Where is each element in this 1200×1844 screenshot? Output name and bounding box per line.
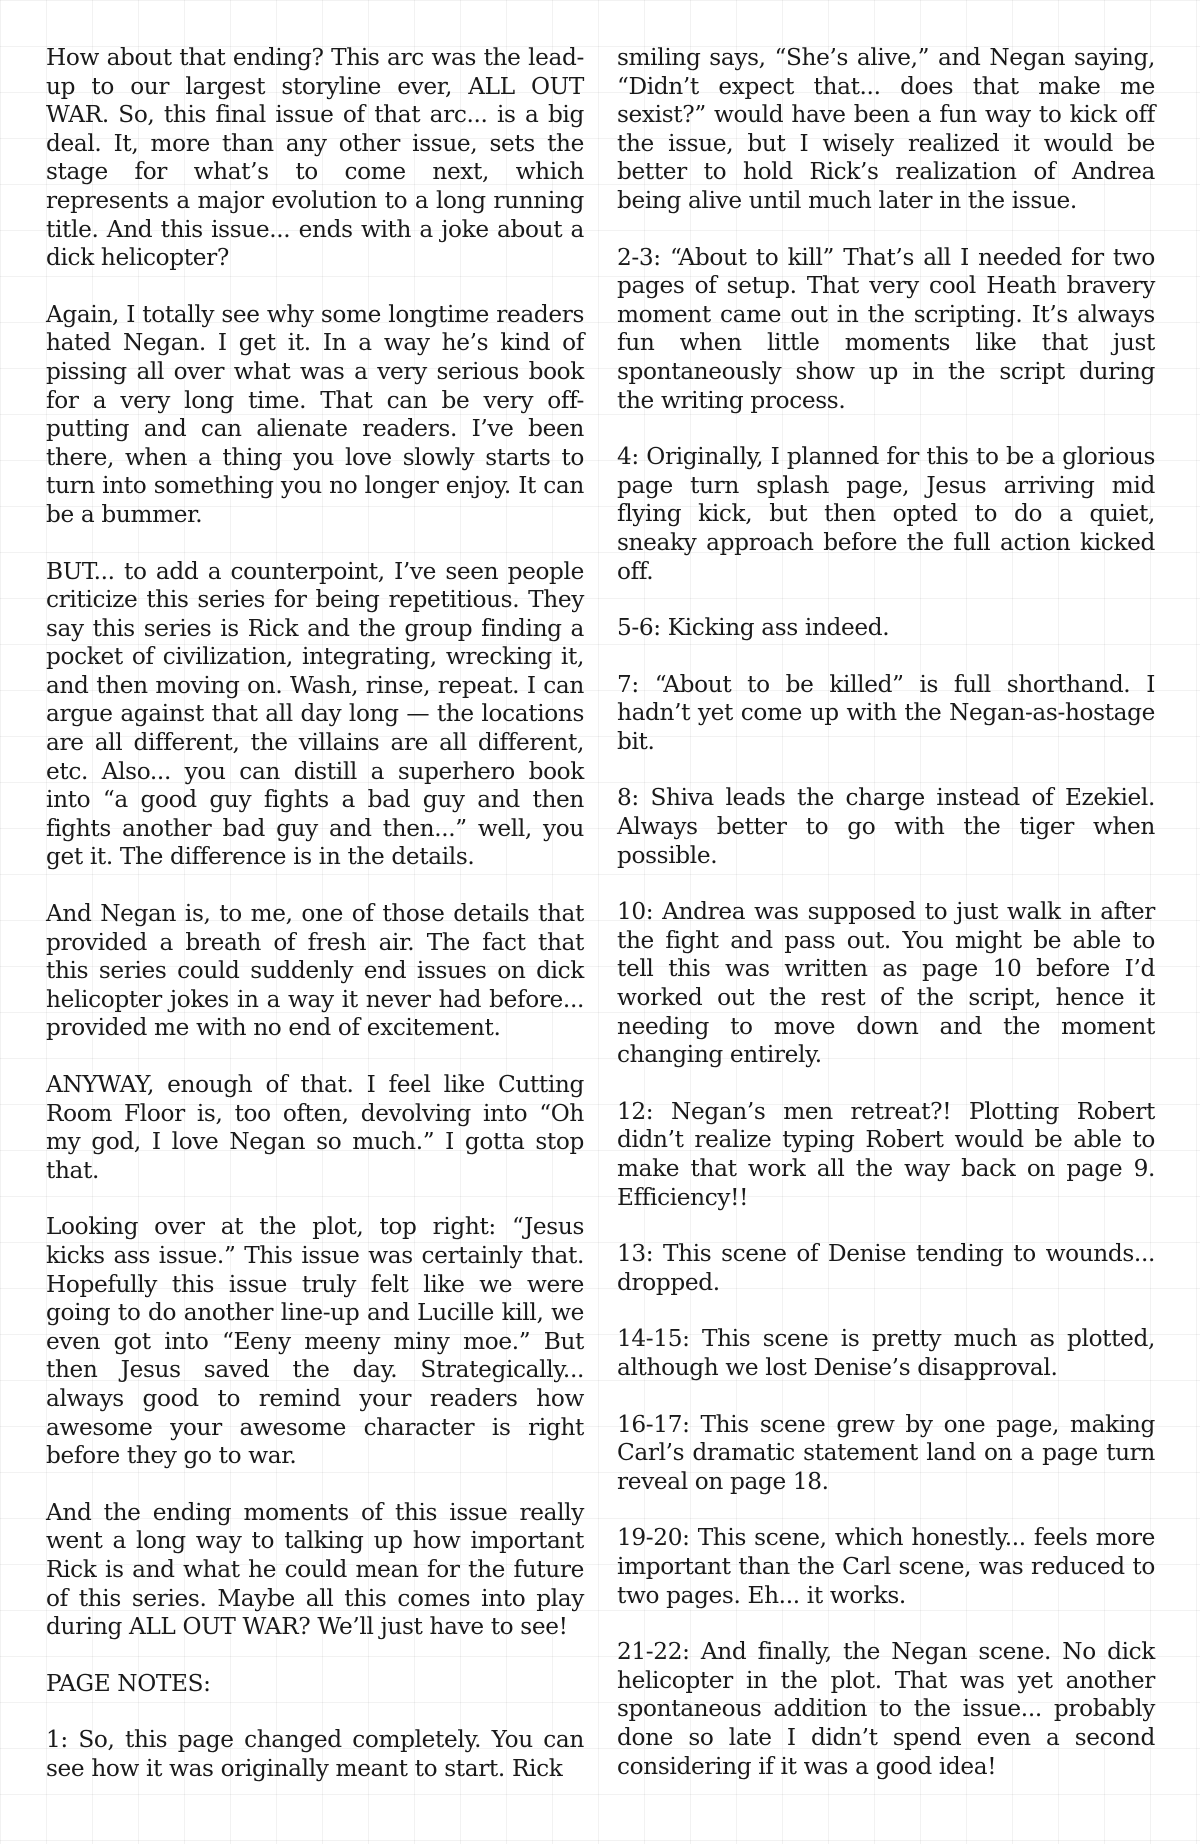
page-note: 19-20: This scene, which honestly... feels more important than the Carl scene, was reduced to two pages. Eh... it works. [617, 1524, 1155, 1609]
left-column [46, 44, 584, 1811]
page-note: 1: So, this page changed completely. You can see how it was originally meant to start. Rick [46, 1726, 584, 1782]
page-note: 5-6: Kicking ass indeed. [617, 614, 890, 642]
page-notes-heading: PAGE NOTES: [46, 1669, 211, 1697]
page-note: 12: Negan’s men retreat?! Plotting Robert didn’t realize typing Robert would be able to make that work all the way back on page 9. Efficiency!! [617, 1097, 1155, 1211]
body-paragraph: And the ending moments of this issue really went a long way to talking up how important Rick is and what he could mean for the future of this series. Maybe all this comes into play during ALL OUT WAR? We’ll just have to see! [46, 1498, 584, 1641]
page-note: 10: Andrea was supposed to just walk in after the fight and pass out. You might be able to tell this was written as page 10 before I’d worked out the rest of the script, hence it needing to move down and the moment changing entirely. [617, 898, 1155, 1069]
body-paragraph: Again, I totally see why some longtime readers hated Negan. I get it. In a way he’s kind of pissing all over what was a very serious book for a very long time. That can be very off-putting and can alienate readers. I’ve been there, when a thing you love slowly starts to turn into something you no longer enjoy. It can be a bummer. [46, 300, 584, 528]
page-note: 7: “About to be killed” is full shorthand. I hadn’t yet come up with the Negan-as-hostage bit. [617, 670, 1155, 755]
body-paragraph: smiling says, “She’s alive,” and Negan saying, “Didn’t expect that... does that make me sexist?” would have been a fun way to kick off the issue, but I wisely realized it would be better to hold Rick’s realization of Andrea being alive until much later in the issue. [617, 44, 1155, 214]
page-note: 2-3: “About to kill” That’s all I needed for two pages of setup. That very cool Heath bravery moment came out in the scripting. It’s always fun when little moments like that just spontaneously show up in the script during the writing process. [617, 243, 1155, 414]
page-note: 21-22: And finally, the Negan scene. No dick helicopter in the plot. That was yet another spontaneous addition to the issue... probably done so late I didn’t spend even a second considering if it was a good idea! [617, 1638, 1155, 1780]
page-note: 8: Shiva leads the charge instead of Ezekiel. Always better to go with the tiger when possible. [617, 784, 1155, 869]
body-paragraph: BUT... to add a counterpoint, I’ve seen people criticize this series for being repetitious. They say this series is Rick and the group finding a pocket of civilization, integrating, wrecking it, and then moving on. Wash, rinse, repeat. I can argue against that all day long — the locations are all different, the villains are all different, etc. Also... you can distill a superhero book into “a good guy fights a bad guy and then fights another bad guy and then...” well, you get it. The difference is in the details. [46, 557, 584, 871]
page-note: 14-15: This scene is pretty much as plotted, although we lost Denise’s disapproval. [617, 1325, 1155, 1381]
body-paragraph: ANYWAY, enough of that. I feel like Cutting Room Floor is, too often, devolving into “Oh my god, I love Negan so much.” I gotta stop that. [46, 1071, 584, 1184]
body-paragraph: How about that ending? This arc was the lead-up to our largest storyline ever, ALL OUT WAR. So, this final issue of that arc... is a big deal. It, more than any other issue, sets the stage for what’s to come next, which represents a major evolution to a long running title. And this issue... ends with a joke about a dick helicopter? [46, 44, 584, 272]
page-note: 16-17: This scene grew by one page, making Carl’s dramatic statement land on a page turn reveal on page 18. [617, 1410, 1155, 1495]
right-column [617, 44, 1155, 1809]
body-paragraph: And Negan is, to me, one of those details that provided a breath of fresh air. The fact that this series could suddenly end issues on dick helicopter jokes in a way it never had before... provided me with no end of excitement. [46, 900, 584, 1042]
page-note: 4: Originally, I planned for this to be a glorious page turn splash page, Jesus arriving mid flying kick, but then opted to do a quiet, sneaky approach before the full action kicked off. [617, 443, 1155, 585]
body-paragraph: Looking over at the plot, top right: “Jesus kicks ass issue.” This issue was certainly that. Hopefully this issue truly felt like we were going to do another line-up and Lucille kill, we even got into “Eeny meeny miny moe.” But then Jesus saved the day. Strategically... always good to remind your readers how awesome your awesome character is right before they go to war. [46, 1213, 584, 1470]
page-note: 13: This scene of Denise tending to wounds... dropped. [617, 1240, 1155, 1296]
